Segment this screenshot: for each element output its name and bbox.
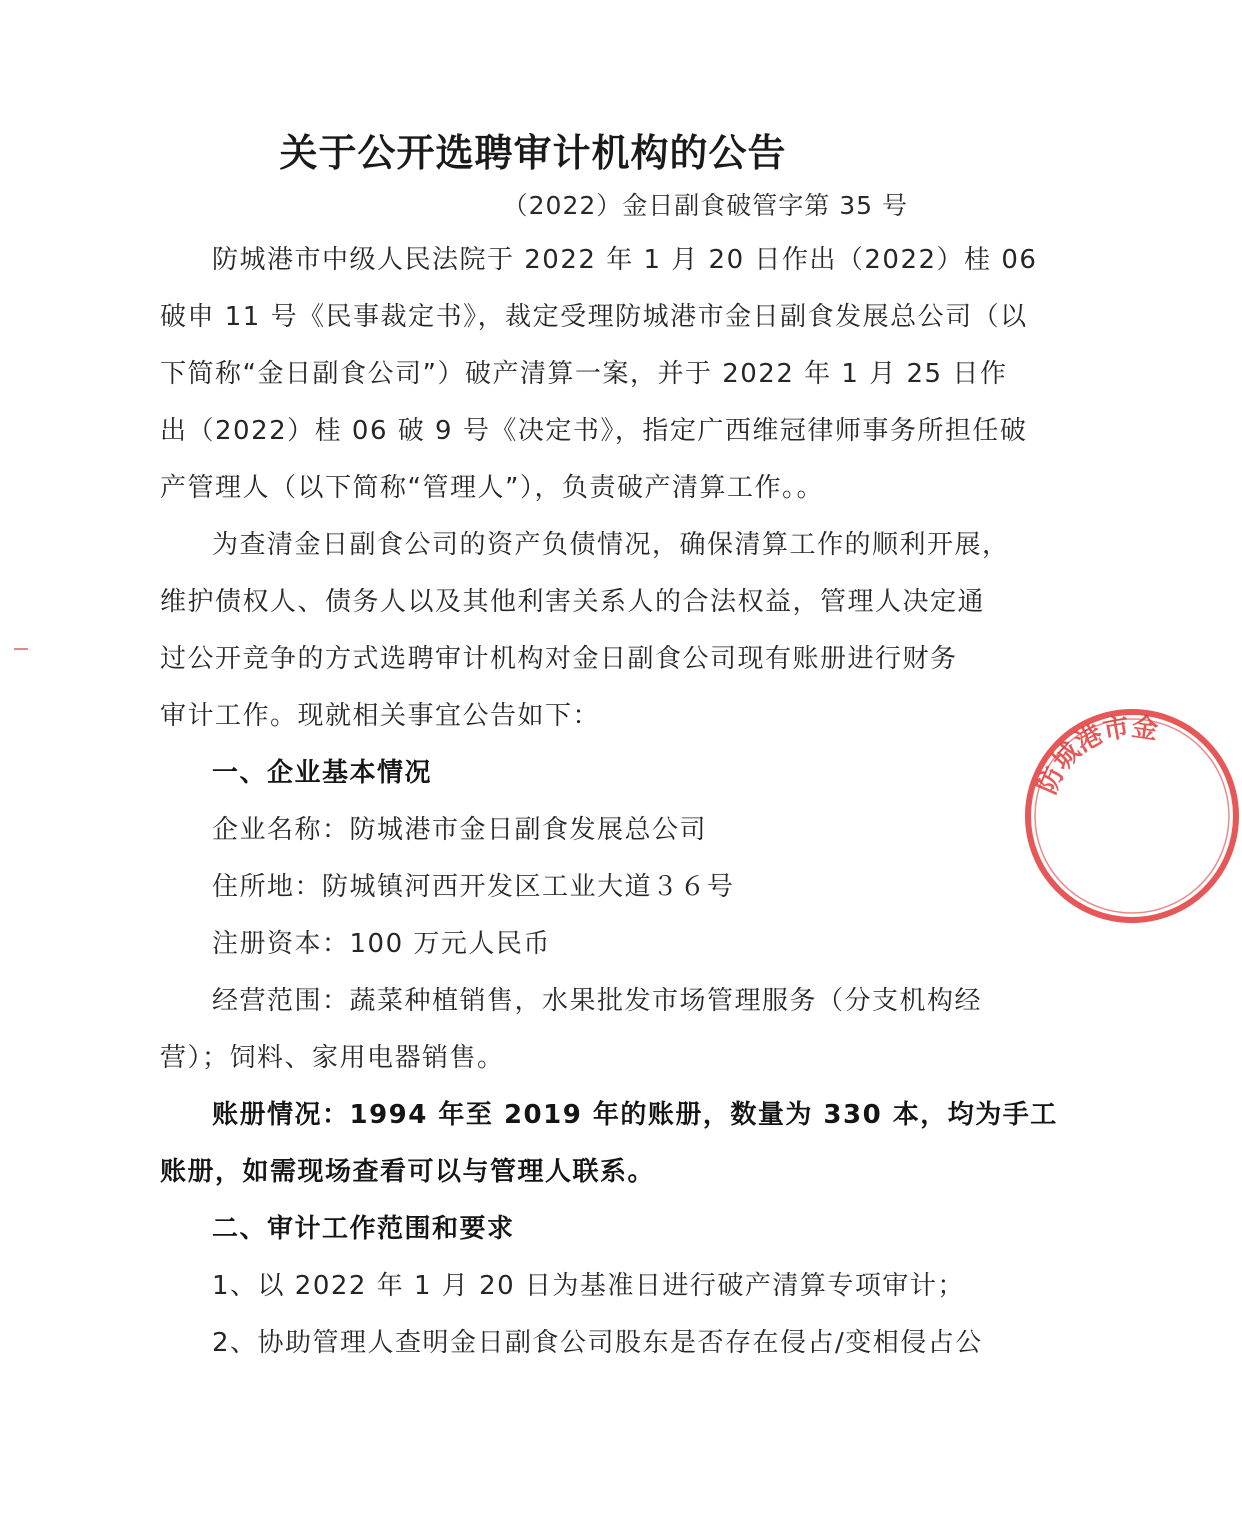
paragraph-line: 下简称“金日副食公司”）破产清算一案，并于 2022 年 1 月 25 日作 xyxy=(160,359,1008,389)
list-item: 1、以 2022 年 1 月 20 日为基准日进行破产清算专项审计； xyxy=(212,1271,965,1301)
paragraph-line: 为查清金日副食公司的资产负债情况，确保清算工作的顺利开展， xyxy=(212,530,1010,560)
company-address: 住所地：防城镇河西开发区工业大道３６号 xyxy=(212,872,735,902)
margin-mark xyxy=(14,648,28,650)
paragraph-line: 破申 11 号《民事裁定书》，裁定受理防城港市金日副食发展总公司（以 xyxy=(160,302,1028,332)
list-item: 2、协助管理人查明金日副食公司股东是否存在侵占/变相侵占公 xyxy=(212,1328,983,1358)
registered-capital: 注册资本：100 万元人民币 xyxy=(212,929,551,959)
paragraph-line: 出（2022）桂 06 破 9 号《决定书》，指定广西维冠律师事务所担任破 xyxy=(160,416,1028,446)
business-scope-line: 营）；饲料、家用电器销售。 xyxy=(160,1043,505,1073)
ledger-line: 账册，如需现场查看可以与管理人联系。 xyxy=(160,1157,656,1187)
paragraph-line: 防城港市中级人民法院于 2022 年 1 月 20 日作出（2022）桂 06 xyxy=(212,245,1038,275)
official-seal-icon xyxy=(1022,706,1242,926)
seal-text: 防城港市金 xyxy=(1032,712,1160,799)
document-number: （2022）金日副食破管字第 35 号 xyxy=(502,191,908,220)
paragraph-line: 审计工作。现就相关事宜公告如下： xyxy=(160,701,601,731)
paragraph-line: 维护债权人、债务人以及其他利害关系人的合法权益，管理人决定通 xyxy=(160,587,986,617)
svg-text:防城港市金 xyxy=(1032,711,1159,798)
paragraph-line: 过公开竞争的方式选聘审计机构对金日副食公司现有账册进行财务 xyxy=(160,644,958,674)
company-name: 企业名称：防城港市金日副食发展总公司 xyxy=(212,815,708,845)
section-heading: 一、企业基本情况 xyxy=(212,758,433,788)
document-title: 关于公开选聘审计机构的公告 xyxy=(279,131,787,175)
business-scope-line: 经营范围：蔬菜种植销售，水果批发市场管理服务（分支机构经 xyxy=(212,986,983,1016)
ledger-line: 账册情况：1994 年至 2019 年的账册，数量为 330 本，均为手工 xyxy=(212,1100,1058,1130)
section-heading: 二、审计工作范围和要求 xyxy=(212,1214,515,1244)
paragraph-line: 产管理人（以下简称“管理人”），负责破产清算工作。。 xyxy=(160,473,824,503)
